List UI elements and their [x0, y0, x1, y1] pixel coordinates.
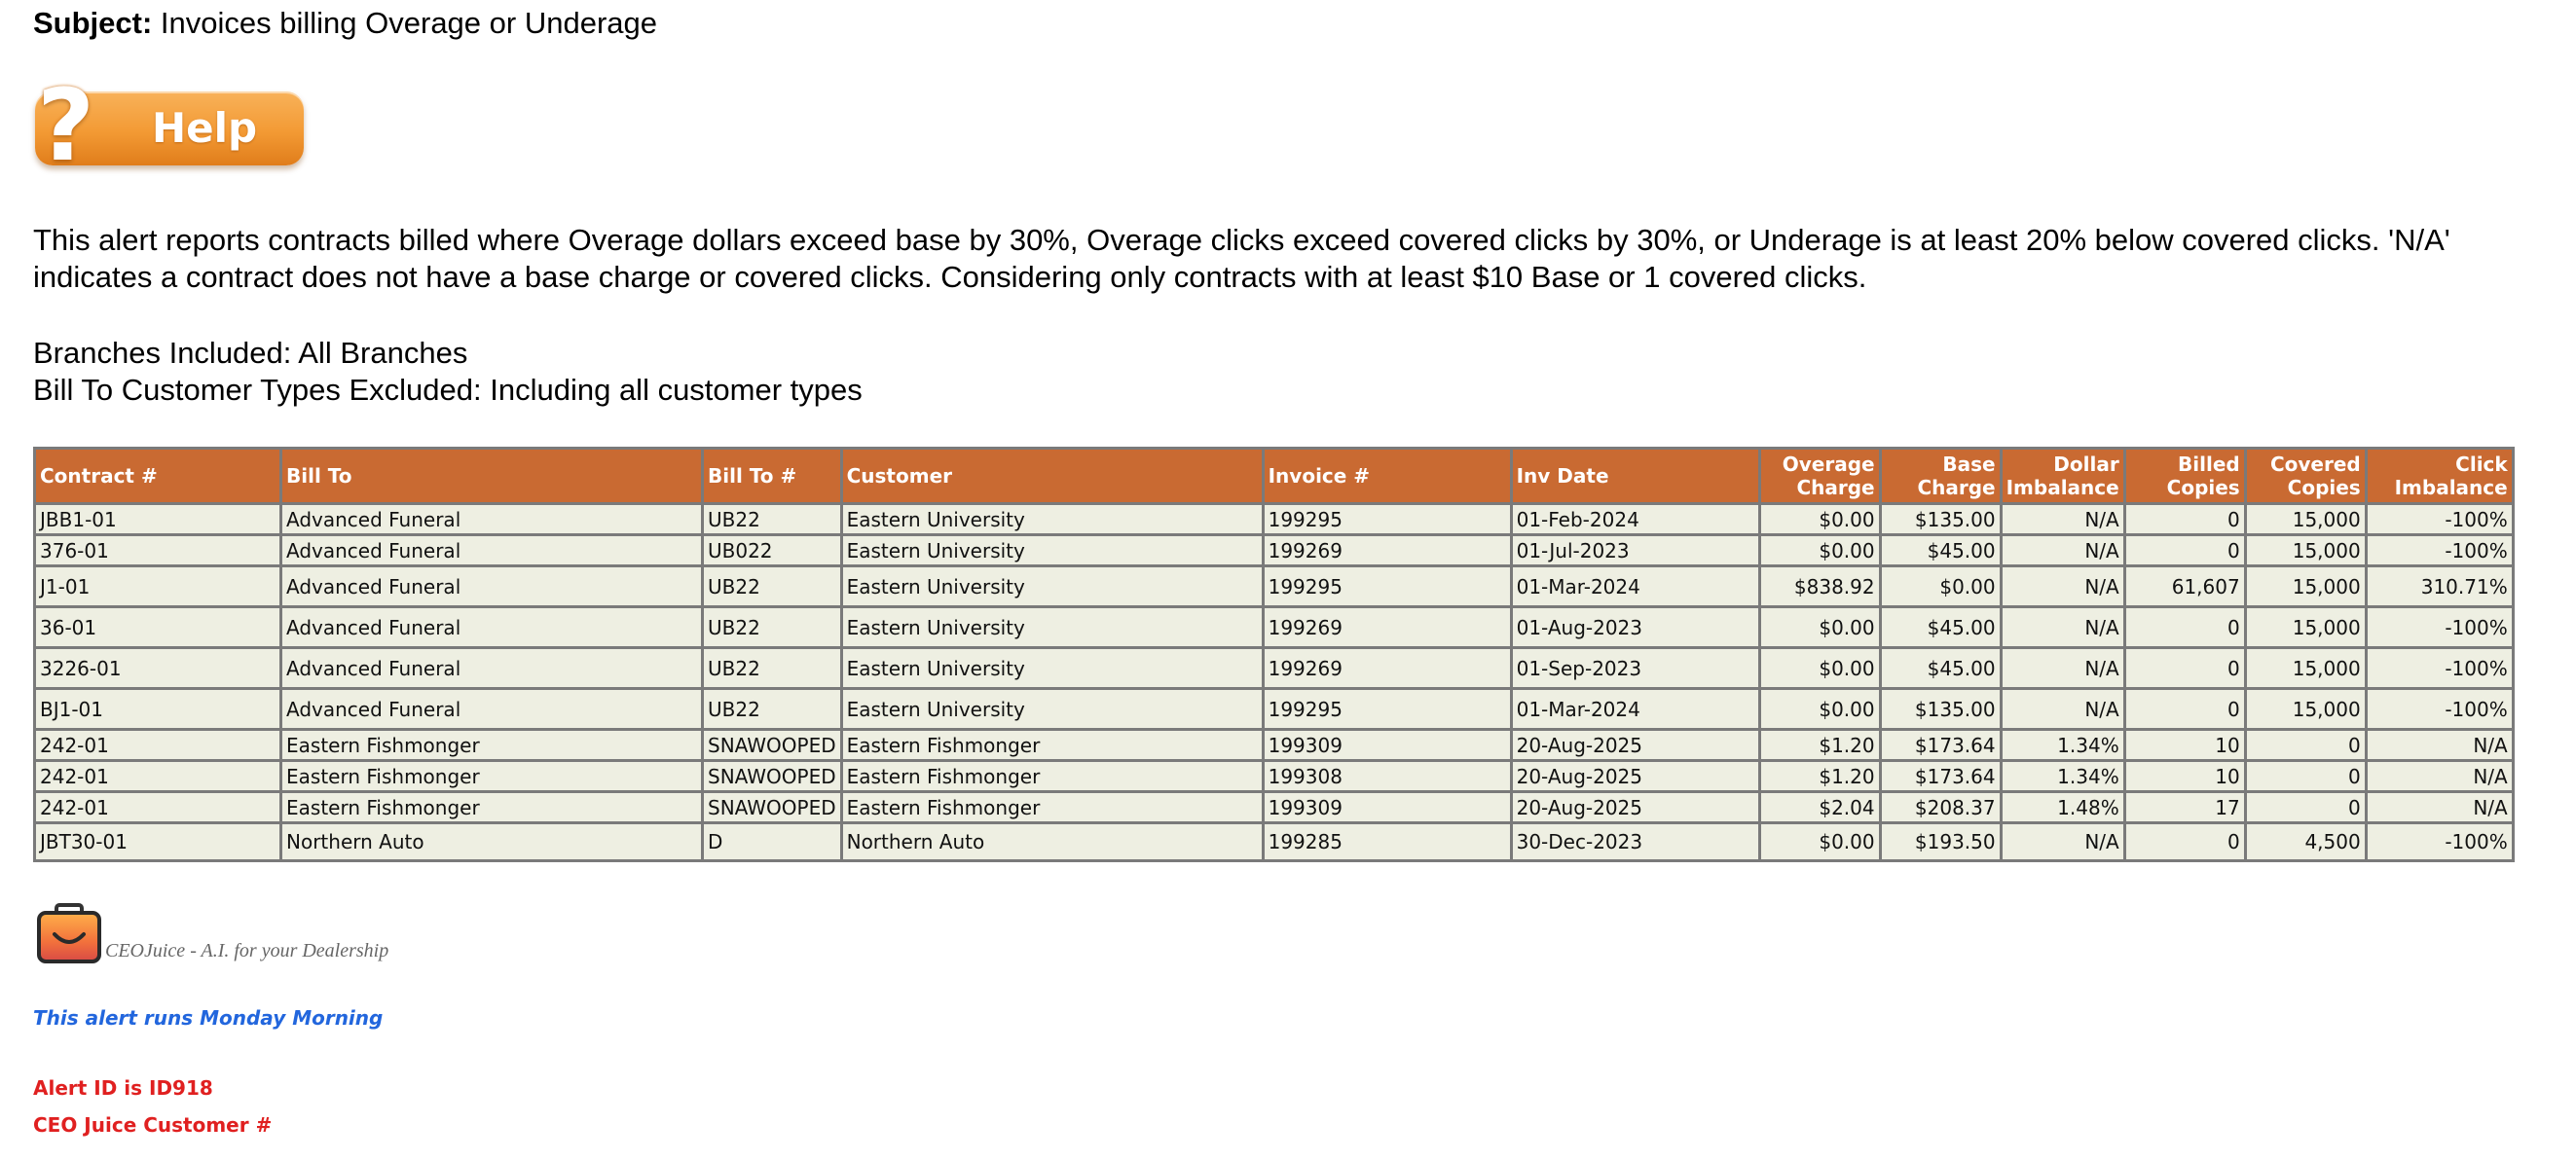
table-cell: 0 [2247, 762, 2365, 790]
table-cell: $0.00 [1761, 536, 1879, 564]
table-row [36, 690, 2512, 728]
branches-included: Branches Included: All Branches [33, 336, 468, 370]
column-header-line: Imbalance [2394, 476, 2508, 499]
table-cell: N/A [2368, 762, 2512, 790]
table-row [36, 608, 2512, 646]
table-cell: 242-01 [36, 762, 279, 790]
customer-number: CEO Juice Customer # [33, 1113, 273, 1137]
subject-line [33, 6, 657, 41]
table-cell: 0 [2126, 824, 2244, 859]
table-cell: 15,000 [2247, 505, 2365, 533]
table-cell: Eastern Fishmonger [282, 762, 701, 790]
column-header-line: Copies [2287, 476, 2361, 499]
column-header-line: Customer [846, 464, 952, 488]
table-row [36, 649, 2512, 687]
column-header-line: Base [1942, 453, 1996, 476]
table-cell: Eastern University [843, 567, 1262, 605]
column-header-line: Click [2455, 453, 2508, 476]
table-cell: Eastern University [843, 608, 1262, 646]
table-cell: N/A [2368, 793, 2512, 821]
table-cell: JBB1-01 [36, 505, 279, 533]
schedule-note: This alert runs Monday Morning [33, 1006, 384, 1030]
column-header [36, 450, 279, 502]
column-header [2003, 450, 2123, 502]
column-header-line: Covered [2269, 453, 2361, 476]
column-header [2126, 450, 2244, 502]
table-cell: 242-01 [36, 793, 279, 821]
table-cell: SNAWOOPED [704, 793, 840, 821]
table-cell: 10 [2126, 731, 2244, 759]
table-cell: 1.48% [2003, 793, 2123, 821]
table-cell: 310.71% [2368, 567, 2512, 605]
table-cell: 61,607 [2126, 567, 2244, 605]
table-cell: 10 [2126, 762, 2244, 790]
table-cell: 15,000 [2247, 690, 2365, 728]
column-header-line: Overage [1782, 453, 1875, 476]
table-cell: D [704, 824, 840, 859]
table-cell: UB22 [704, 690, 840, 728]
table-row [36, 762, 2512, 790]
table-row [36, 536, 2512, 564]
table-cell: 15,000 [2247, 649, 2365, 687]
subject-text: Invoices billing Overage or Underage [160, 6, 657, 40]
table-cell: 0 [2247, 731, 2365, 759]
table-cell: Advanced Funeral [282, 505, 701, 533]
table-cell: 199269 [1265, 536, 1510, 564]
help-question-icon: ? [37, 68, 95, 184]
table-cell: 199295 [1265, 690, 1510, 728]
logo-tagline: CEOJuice - A.I. for your Dealership [105, 940, 389, 961]
table-cell: N/A [2003, 608, 2123, 646]
table-cell: UB22 [704, 608, 840, 646]
table-cell: N/A [2003, 536, 2123, 564]
table-cell: J1-01 [36, 567, 279, 605]
column-header-line: Invoice # [1268, 464, 1371, 488]
table-cell: -100% [2368, 608, 2512, 646]
table-row [36, 793, 2512, 821]
table-cell: $135.00 [1882, 690, 2000, 728]
table-cell: 3226-01 [36, 649, 279, 687]
customer-types-excluded: Bill To Customer Types Excluded: Including all customer types [33, 373, 863, 407]
table-cell: Eastern Fishmonger [843, 762, 1262, 790]
column-header-line: Bill To [286, 464, 352, 488]
table-cell: 0 [2126, 536, 2244, 564]
table-cell: 0 [2126, 608, 2244, 646]
table-cell: $173.64 [1882, 731, 2000, 759]
table-cell: 15,000 [2247, 536, 2365, 564]
table-cell: 01-Aug-2023 [1513, 608, 1758, 646]
column-header [843, 450, 1262, 502]
table-cell: $193.50 [1882, 824, 2000, 859]
table-cell: Eastern Fishmonger [843, 731, 1262, 759]
table-cell: N/A [2368, 731, 2512, 759]
table-cell: 1.34% [2003, 762, 2123, 790]
table-cell: SNAWOOPED [704, 762, 840, 790]
table-cell: N/A [2003, 690, 2123, 728]
table-cell: Eastern University [843, 649, 1262, 687]
table-cell: 242-01 [36, 731, 279, 759]
table-cell: N/A [2003, 505, 2123, 533]
table-cell: 01-Sep-2023 [1513, 649, 1758, 687]
table-row [36, 567, 2512, 605]
table-cell: Northern Auto [282, 824, 701, 859]
table-cell: 199295 [1265, 567, 1510, 605]
table-cell: UB22 [704, 505, 840, 533]
table-cell: 4,500 [2247, 824, 2365, 859]
table-cell: Eastern Fishmonger [282, 731, 701, 759]
table-cell: $45.00 [1882, 608, 2000, 646]
table-cell: JBT30-01 [36, 824, 279, 859]
table-cell: 15,000 [2247, 608, 2365, 646]
table-row [36, 731, 2512, 759]
table-cell: BJ1-01 [36, 690, 279, 728]
table-row [36, 505, 2512, 533]
table-cell: $0.00 [1761, 824, 1879, 859]
table-header-row [36, 450, 2512, 502]
table-cell: 15,000 [2247, 567, 2365, 605]
table-cell: $0.00 [1761, 690, 1879, 728]
table-cell: Eastern University [843, 690, 1262, 728]
alert-results-table [33, 447, 2515, 862]
table-cell: N/A [2003, 824, 2123, 859]
table-cell: $1.20 [1761, 731, 1879, 759]
column-header [1761, 450, 1879, 502]
column-header [2368, 450, 2512, 502]
table-cell: Eastern Fishmonger [282, 793, 701, 821]
table-cell: Advanced Funeral [282, 649, 701, 687]
alert-id: Alert ID is ID918 [33, 1076, 213, 1100]
briefcase-smile-icon [35, 903, 103, 965]
table-cell: $208.37 [1882, 793, 2000, 821]
column-header-line: Contract # [40, 464, 158, 488]
table-cell: Eastern University [843, 536, 1262, 564]
table-cell: 01-Feb-2024 [1513, 505, 1758, 533]
table-cell: -100% [2368, 824, 2512, 859]
table-cell: $0.00 [1761, 649, 1879, 687]
table-cell: N/A [2003, 649, 2123, 687]
table-cell: 36-01 [36, 608, 279, 646]
column-header-line: Charge [1917, 476, 1996, 499]
table-cell: 199308 [1265, 762, 1510, 790]
table-cell: Advanced Funeral [282, 690, 701, 728]
table-cell: 01-Jul-2023 [1513, 536, 1758, 564]
column-header [2247, 450, 2365, 502]
column-header [1265, 450, 1510, 502]
table-cell: 01-Mar-2024 [1513, 567, 1758, 605]
table-cell: 01-Mar-2024 [1513, 690, 1758, 728]
ceojuice-logo [35, 903, 444, 965]
table-cell: $0.00 [1761, 505, 1879, 533]
table-cell: 0 [2126, 690, 2244, 728]
table-cell: $173.64 [1882, 762, 2000, 790]
table-cell: 0 [2247, 793, 2365, 821]
table-cell: $135.00 [1882, 505, 2000, 533]
column-header-line: Charge [1796, 476, 1875, 499]
column-header [282, 450, 701, 502]
table-cell: -100% [2368, 536, 2512, 564]
table-cell: 199269 [1265, 649, 1510, 687]
table-cell: Advanced Funeral [282, 567, 701, 605]
column-header [1513, 450, 1758, 502]
table-cell: N/A [2003, 567, 2123, 605]
table-cell: 30-Dec-2023 [1513, 824, 1758, 859]
table-cell: 376-01 [36, 536, 279, 564]
table-cell: $0.00 [1882, 567, 2000, 605]
table-cell: Advanced Funeral [282, 536, 701, 564]
table-cell: Eastern University [843, 505, 1262, 533]
table-row [36, 824, 2512, 859]
column-header [704, 450, 840, 502]
table-cell: Advanced Funeral [282, 608, 701, 646]
column-header-line: Dollar [2053, 453, 2119, 476]
table-cell: 20-Aug-2025 [1513, 731, 1758, 759]
table-cell: $2.04 [1761, 793, 1879, 821]
table-cell: 20-Aug-2025 [1513, 762, 1758, 790]
help-button-label: Help [152, 104, 258, 152]
table-cell: 199309 [1265, 731, 1510, 759]
table-cell: -100% [2368, 505, 2512, 533]
table-cell: $1.20 [1761, 762, 1879, 790]
help-button[interactable] [33, 68, 306, 184]
table-cell: 0 [2126, 505, 2244, 533]
column-header-line: Billed [2178, 453, 2240, 476]
table-cell: UB22 [704, 649, 840, 687]
column-header-line: Inv Date [1516, 464, 1609, 488]
alert-description: This alert reports contracts billed where Overage dollars exceed base by 30%, Overage clicks exceed covered clicks by 30%, or Underage is at least 20% below covered clicks. 'N/A' indicates a contract does not have a base charge or covered clicks. Considering only contracts with at least $10 Base or 1 covered clicks. [33, 223, 2450, 294]
table-cell: 199269 [1265, 608, 1510, 646]
table-cell: Northern Auto [843, 824, 1262, 859]
table-cell: UB22 [704, 567, 840, 605]
table-cell: $45.00 [1882, 536, 2000, 564]
table-cell: UB022 [704, 536, 840, 564]
table-cell: $838.92 [1761, 567, 1879, 605]
table-cell: 1.34% [2003, 731, 2123, 759]
table-cell: SNAWOOPED [704, 731, 840, 759]
table-cell: $45.00 [1882, 649, 2000, 687]
table-cell: $0.00 [1761, 608, 1879, 646]
column-header-line: Copies [2166, 476, 2240, 499]
table-cell: Eastern Fishmonger [843, 793, 1262, 821]
table-cell: 0 [2126, 649, 2244, 687]
table-cell: 17 [2126, 793, 2244, 821]
table-cell: 20-Aug-2025 [1513, 793, 1758, 821]
table-cell: 199309 [1265, 793, 1510, 821]
column-header-line: Bill To # [708, 464, 797, 488]
table-cell: 199295 [1265, 505, 1510, 533]
subject-label: Subject: [33, 6, 153, 40]
table-body [36, 505, 2512, 859]
column-header [1882, 450, 2000, 502]
column-header-line: Imbalance [2006, 476, 2119, 499]
table-cell: -100% [2368, 649, 2512, 687]
table-cell: -100% [2368, 690, 2512, 728]
table-cell: 199285 [1265, 824, 1510, 859]
